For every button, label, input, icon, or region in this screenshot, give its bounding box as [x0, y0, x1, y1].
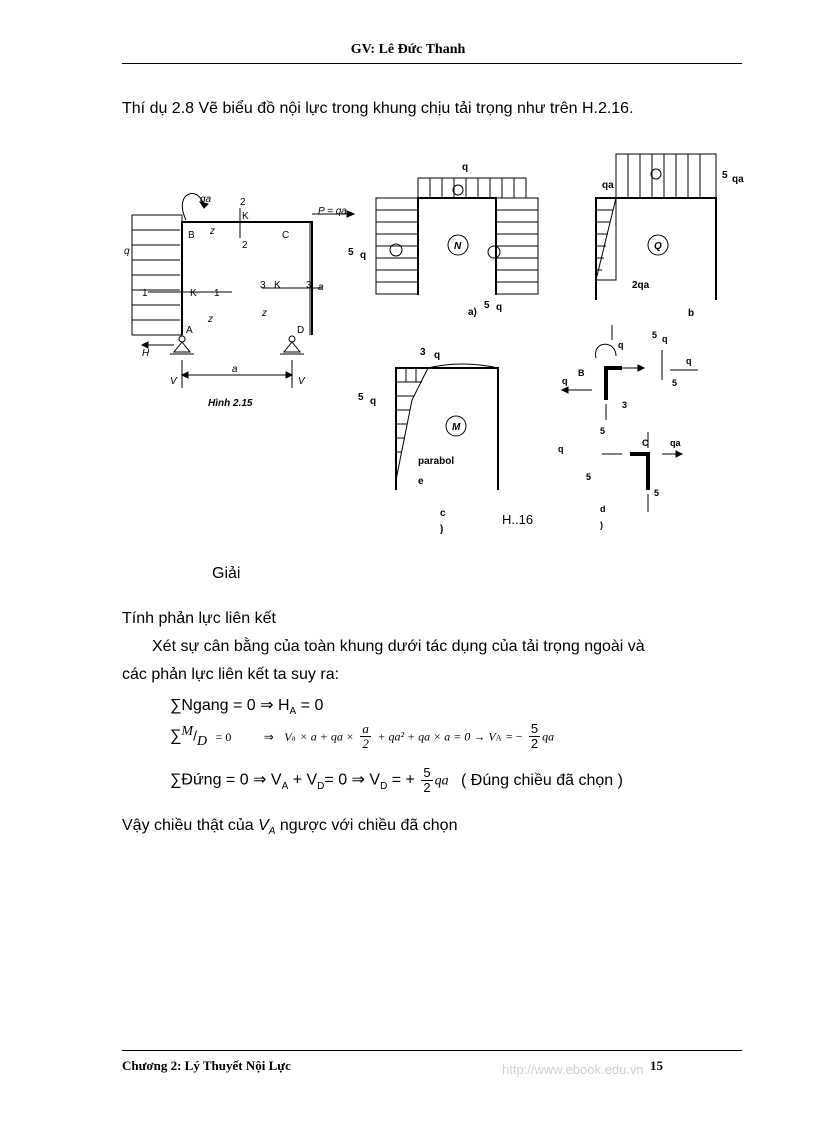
svg-text:1: 1: [214, 288, 220, 299]
svg-text:K: K: [190, 288, 197, 299]
svg-text:5: 5: [358, 392, 364, 403]
svg-text:5: 5: [652, 330, 658, 340]
svg-text:C: C: [642, 438, 649, 448]
svg-text:q: q: [662, 334, 668, 344]
svg-text:z: z: [208, 314, 213, 325]
svg-text:z: z: [262, 308, 267, 319]
solution-heading: Giải: [212, 565, 241, 582]
svg-text:H: H: [142, 348, 150, 359]
svg-text:q: q: [618, 340, 624, 350]
svg-text:B: B: [578, 368, 585, 378]
equation-horizontal: ∑Ngang = 0 ⇒ $H_A = 0$: [170, 697, 324, 717]
svg-text:a: a: [318, 282, 324, 293]
svg-text:q: q: [562, 376, 568, 386]
svg-text:qa: qa: [602, 180, 614, 191]
svg-text:a): a): [468, 307, 477, 318]
svg-text:b: b: [688, 308, 695, 319]
svg-text:5: 5: [348, 247, 354, 258]
footer-chapter: Chương 2: Lý Thuyết Nội Lực: [122, 1058, 291, 1073]
equation-vertical: ∑Đứng = 0 ⇒ $V_A + V_D= 0$ ⇒ $V_D$ = + $\frac{5}{2}$ qa ( Đúng chiều đã chọn ): [170, 765, 623, 795]
svg-text:q: q: [462, 162, 469, 173]
svg-text:5: 5: [484, 300, 490, 311]
svg-text:3: 3: [306, 280, 312, 291]
svg-text:H..16: H..16: [502, 512, 534, 527]
svg-text:D: D: [297, 325, 305, 336]
svg-text:C: C: [282, 230, 290, 241]
svg-text:B: B: [188, 230, 195, 241]
figure-illustration: [122, 150, 762, 540]
svg-text:2qa: 2qa: [632, 280, 650, 291]
svg-text:3: 3: [260, 280, 266, 291]
footer-rule: [122, 1050, 742, 1051]
svg-text:d: d: [600, 504, 606, 514]
svg-text:2: 2: [242, 240, 248, 251]
svg-text:qa: qa: [670, 438, 681, 448]
m-diagram: [396, 364, 498, 490]
svg-text:P = qa: P = qa: [318, 206, 347, 217]
footer-watermark[interactable]: http://www.ebook.edu.vn: [502, 1062, 644, 1077]
node-diagrams: [562, 325, 698, 512]
example-text: Vẽ biểu đồ nội lực trong khung chịu tải trọng như trên H.2.16.: [198, 100, 634, 117]
svg-text:q: q: [370, 396, 377, 407]
q-diagram: [596, 154, 716, 300]
svg-text:M: M: [452, 422, 461, 433]
svg-text:3: 3: [622, 400, 628, 410]
svg-text:c: c: [440, 508, 446, 519]
svg-text:qa: qa: [732, 174, 744, 185]
page-number: 15: [650, 1058, 663, 1073]
svg-text:N: N: [454, 241, 462, 252]
svg-text:): ): [440, 524, 444, 535]
solution-para2: các phản lực liên kết ta suy ra:: [122, 666, 340, 683]
svg-text:qa: qa: [200, 194, 212, 205]
svg-text:Q: Q: [654, 241, 662, 252]
frame-labels: [124, 194, 347, 409]
svg-text:V: V: [298, 376, 305, 387]
svg-text:q: q: [434, 350, 441, 361]
header-rule: [122, 63, 742, 64]
example-line: [122, 100, 634, 118]
svg-text:5: 5: [600, 426, 606, 436]
svg-text:q: q: [124, 246, 130, 257]
svg-text:q: q: [686, 356, 692, 366]
svg-text:z: z: [210, 226, 215, 237]
svg-text:K: K: [274, 280, 281, 291]
solution-para1: Xét sự cân bằng của toàn khung dưới tác dụng của tải trọng ngoài và: [152, 638, 645, 655]
svg-text:a: a: [232, 364, 238, 375]
header-title: GV: Lê Đức Thanh: [350, 42, 466, 57]
svg-text:5: 5: [722, 170, 728, 181]
svg-text:2: 2: [240, 197, 246, 208]
svg-text:q: q: [496, 302, 503, 313]
svg-text:K: K: [242, 211, 249, 222]
conclusion-line: Vậy chiều thật của $V_A$ ngược với chiều đã chọn: [122, 817, 458, 837]
svg-text:1: 1: [142, 288, 148, 299]
svg-text:3: 3: [420, 347, 426, 358]
svg-text:): ): [600, 520, 603, 530]
svg-text:q: q: [360, 250, 367, 261]
svg-text:parabol: parabol: [418, 456, 455, 467]
svg-text:Hình 2.15: Hình 2.15: [208, 398, 253, 409]
svg-text:A: A: [186, 325, 193, 336]
svg-text:e: e: [418, 476, 424, 487]
n-diagram: [376, 178, 538, 295]
svg-text:5: 5: [672, 378, 678, 388]
solution-subheading: Tính phản lực liên kết: [122, 610, 276, 627]
svg-text:5: 5: [586, 472, 592, 482]
svg-text:5: 5: [654, 488, 660, 498]
equation-moment: ∑M/D = 0 ⇒ Va × a + qa × $\frac{a}{2}$ + qa² + qa × a = 0 → VA = − $\frac{5}{2}$ qa: [170, 721, 555, 751]
svg-text:q: q: [558, 444, 564, 454]
example-label: Thí dụ 2.8: [122, 100, 195, 117]
svg-text:V: V: [170, 376, 177, 387]
